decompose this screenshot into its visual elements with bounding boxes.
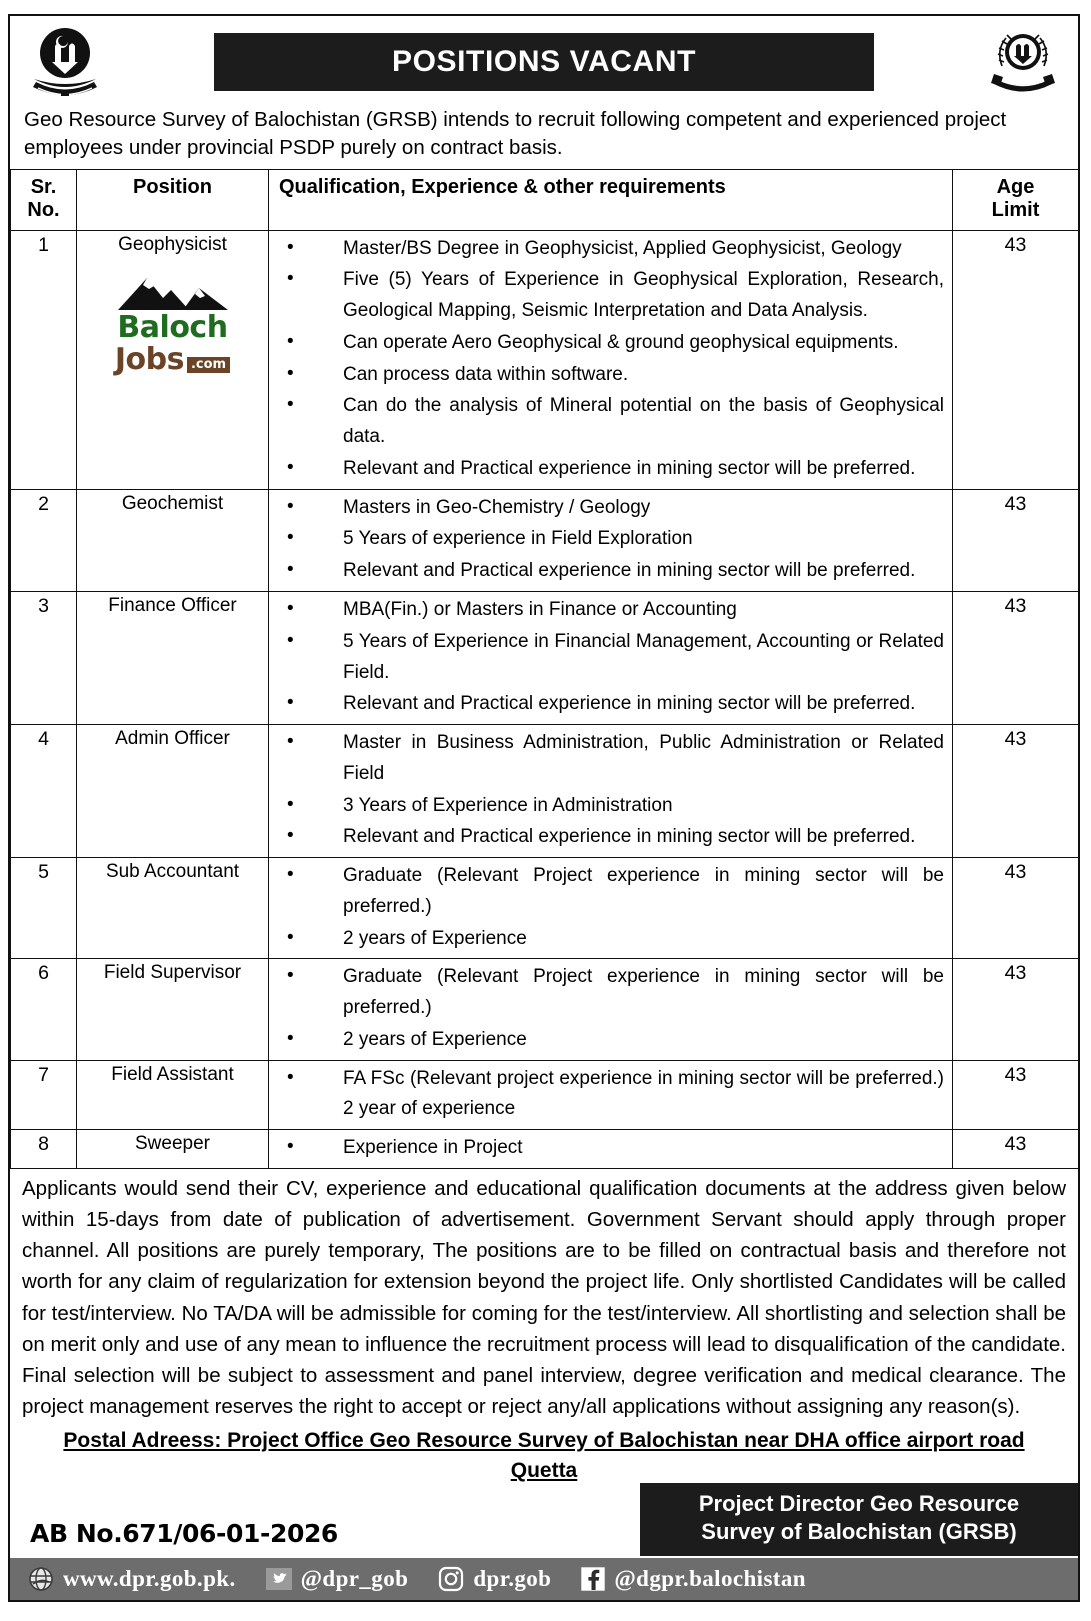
cell-age-limit: 43	[953, 230, 1079, 489]
cell-sr-no: 2	[11, 489, 77, 591]
intro-paragraph: Geo Resource Survey of Balochistan (GRSB) intends to recruit following competent and experienced project employees under provincial PSDP purely on contract basis.	[24, 108, 1007, 160]
cell-age-limit: 43	[953, 591, 1079, 724]
mountain-icon	[113, 272, 233, 312]
cell-age-limit: 43	[953, 1060, 1079, 1130]
requirement-item: • Graduate (Relevant Project experience in mining sector will be preferred.)	[273, 962, 944, 1024]
column-header-position: Position	[77, 169, 269, 230]
logo-word-com: .com	[187, 357, 230, 373]
cell-sr-no: 7	[11, 1060, 77, 1130]
cell-qualification	[269, 959, 953, 1060]
cell-qualification	[269, 489, 953, 591]
requirement-item: • Relevant and Practical experience in mining sector will be preferred.	[273, 556, 944, 587]
position-label: Sub Accountant	[105, 861, 240, 883]
requirement-item: • Experience in Project	[273, 1133, 944, 1164]
advertisement-header	[10, 16, 1078, 104]
cell-position	[77, 725, 269, 858]
cell-qualification	[269, 858, 953, 959]
table-header-row	[11, 169, 1079, 230]
requirement-item: • Five (5) Years of Experience in Geophysical Exploration, Research, Geological Mapping, Seismic Interpretation and Data Analysis.	[273, 265, 944, 327]
requirement-item: • Relevant and Practical experience in mining sector will be preferred.	[273, 822, 944, 853]
column-header-qualification: Qualification, Experience & other requirements	[269, 169, 953, 230]
social-media-bar	[10, 1558, 1078, 1600]
cell-sr-no: 4	[11, 725, 77, 858]
signatory-line-2: Survey of Balochistan (GRSB)	[701, 1519, 1017, 1545]
logo-jobs-row	[98, 341, 248, 377]
cell-sr-no: 3	[11, 591, 77, 724]
ab-number: AB No.671/06-01-2026	[30, 1519, 338, 1548]
cell-age-limit: 43	[953, 489, 1079, 591]
position-label: Geophysicist	[118, 233, 227, 255]
social-link-twitter[interactable]	[266, 1566, 409, 1592]
requirement-item: • Relevant and Practical experience in mining sector will be preferred.	[273, 689, 944, 720]
twitter-icon	[266, 1568, 292, 1590]
requirement-item: • 2 years of Experience	[273, 924, 944, 955]
social-label: @dgpr.balochistan	[614, 1566, 806, 1591]
cell-age-limit: 43	[953, 858, 1079, 959]
cell-age-limit: 43	[953, 1130, 1079, 1169]
cell-qualification	[269, 230, 953, 489]
requirements-list	[273, 728, 948, 853]
balochjobs-logo	[98, 272, 248, 375]
requirement-item: • 5 Years of Experience in Financial Management, Accounting or Related Field.	[273, 627, 944, 689]
sr-no-line-1: Sr.	[30, 175, 57, 198]
advertisement-frame	[8, 14, 1080, 1602]
table-row	[11, 489, 1079, 591]
requirement-item: • 2 years of Experience	[273, 1025, 944, 1056]
table-header	[11, 169, 1079, 230]
signatory-block	[640, 1483, 1078, 1556]
table-row	[11, 230, 1079, 489]
position-label: Admin Officer	[115, 728, 230, 750]
requirement-item: • FA FSc (Relevant project experience in mining sector will be preferred.) 2 year of experience	[273, 1064, 944, 1126]
requirements-list	[273, 493, 948, 587]
cell-position	[77, 1060, 269, 1130]
requirements-list	[273, 234, 948, 485]
cell-qualification	[269, 591, 953, 724]
cell-sr-no: 6	[11, 959, 77, 1060]
page-title: POSITIONS VACANT	[391, 45, 697, 78]
cell-qualification	[269, 1130, 953, 1169]
position-label: Finance Officer	[108, 594, 237, 616]
instagram-icon	[438, 1566, 464, 1592]
cell-sr-no: 5	[11, 858, 77, 959]
logo-word-jobs: Jobs	[114, 341, 184, 377]
cell-position	[77, 959, 269, 1060]
signatory-line-1: Project Director Geo Resource	[698, 1490, 1020, 1516]
requirement-item: • Master/BS Degree in Geophysicist, Applied Geophysicist, Geology	[273, 234, 944, 265]
table-body	[11, 230, 1079, 1168]
column-header-sr-no	[11, 169, 77, 230]
requirement-item: • 3 Years of Experience in Administration	[273, 791, 944, 822]
table-row	[11, 858, 1079, 959]
requirement-item: • Graduate (Relevant Project experience in mining sector will be preferred.)	[273, 861, 944, 923]
social-link-facebook[interactable]	[581, 1566, 806, 1592]
cell-qualification	[269, 725, 953, 858]
cell-position	[77, 489, 269, 591]
requirement-item: • 5 Years of experience in Field Exploration	[273, 524, 944, 555]
logo-word-baloch: Baloch	[117, 309, 228, 345]
positions-table	[10, 169, 1079, 1169]
social-label: @dpr_gob	[300, 1566, 409, 1591]
requirement-item: • Masters in Geo-Chemistry / Geology	[273, 493, 944, 524]
requirements-list	[273, 1133, 948, 1164]
grsb-department-emblem-icon	[980, 22, 1066, 102]
requirements-list	[273, 962, 948, 1055]
requirements-list	[273, 595, 948, 720]
cell-age-limit: 43	[953, 959, 1079, 1060]
cell-position	[77, 1130, 269, 1169]
social-label: dpr.gob	[473, 1566, 552, 1591]
requirement-item: • Can do the analysis of Mineral potential on the basis of Geophysical data.	[273, 391, 944, 453]
table-row	[11, 725, 1079, 858]
social-link-globe[interactable]	[28, 1566, 236, 1592]
requirement-item: • Can operate Aero Geophysical & ground geophysical equipments.	[273, 328, 944, 359]
requirement-item: • Can process data within software.	[273, 360, 944, 391]
positions-vacant-banner	[214, 33, 874, 91]
requirement-item: • MBA(Fin.) or Masters in Finance or Accounting	[273, 595, 944, 626]
general-instructions: Applicants would send their CV, experience and educational qualification documents at the address given below within 15-days from date of publication of advertisement. Government Servant should apply through proper channel. All positions are purely temporary, The positions are to be filled on contractual basis and therefore not worth for any claim of regularization for extension beyond the project life. Only shortlisted Candidates will be called for test/interview. No TA/DA will be admissible for coming for the test/interview. All shortlisting and selection shall be on merit only and use of any mean to influence the recruitment process will lead to disqualification of the candidate. Final selection will be subject to assessment and panel interview, degree verification and medical clearance. The project management reserves the right to accept or reject any/all applications without assigning any reason(s).	[22, 1177, 1066, 1419]
requirements-list	[273, 1064, 948, 1126]
balochistan-government-emblem-icon	[22, 22, 108, 102]
age-limit-line-1: Age	[996, 175, 1035, 198]
position-label: Sweeper	[135, 1133, 210, 1155]
cell-age-limit: 43	[953, 725, 1079, 858]
globe-icon	[28, 1566, 54, 1592]
requirement-item: • Master in Business Administration, Public Administration or Related Field	[273, 728, 944, 790]
social-label: www.dpr.gob.pk.	[63, 1566, 236, 1591]
column-header-age-limit	[953, 169, 1079, 230]
requirement-item: • Relevant and Practical experience in mining sector will be preferred.	[273, 454, 944, 485]
sr-no-line-2: No.	[27, 198, 60, 221]
cell-position	[77, 858, 269, 959]
facebook-icon	[581, 1567, 605, 1591]
table-row	[11, 1130, 1079, 1169]
cell-qualification	[269, 1060, 953, 1130]
cell-sr-no: 1	[11, 230, 77, 489]
cell-position	[77, 591, 269, 724]
postal-address: Postal Adreess: Project Office Geo Resource Survey of Balochistan near DHA office airport road Quetta	[63, 1429, 1025, 1483]
social-link-instagram[interactable]	[438, 1566, 551, 1592]
cell-position	[77, 230, 269, 489]
table-row	[11, 591, 1079, 724]
cell-sr-no: 8	[11, 1130, 77, 1169]
table-row	[11, 1060, 1079, 1130]
position-label: Field Supervisor	[103, 962, 242, 984]
age-limit-line-2: Limit	[991, 198, 1040, 221]
requirements-list	[273, 861, 948, 954]
position-label: Field Assistant	[111, 1063, 234, 1085]
table-row	[11, 959, 1079, 1060]
position-label: Geochemist	[121, 492, 224, 514]
